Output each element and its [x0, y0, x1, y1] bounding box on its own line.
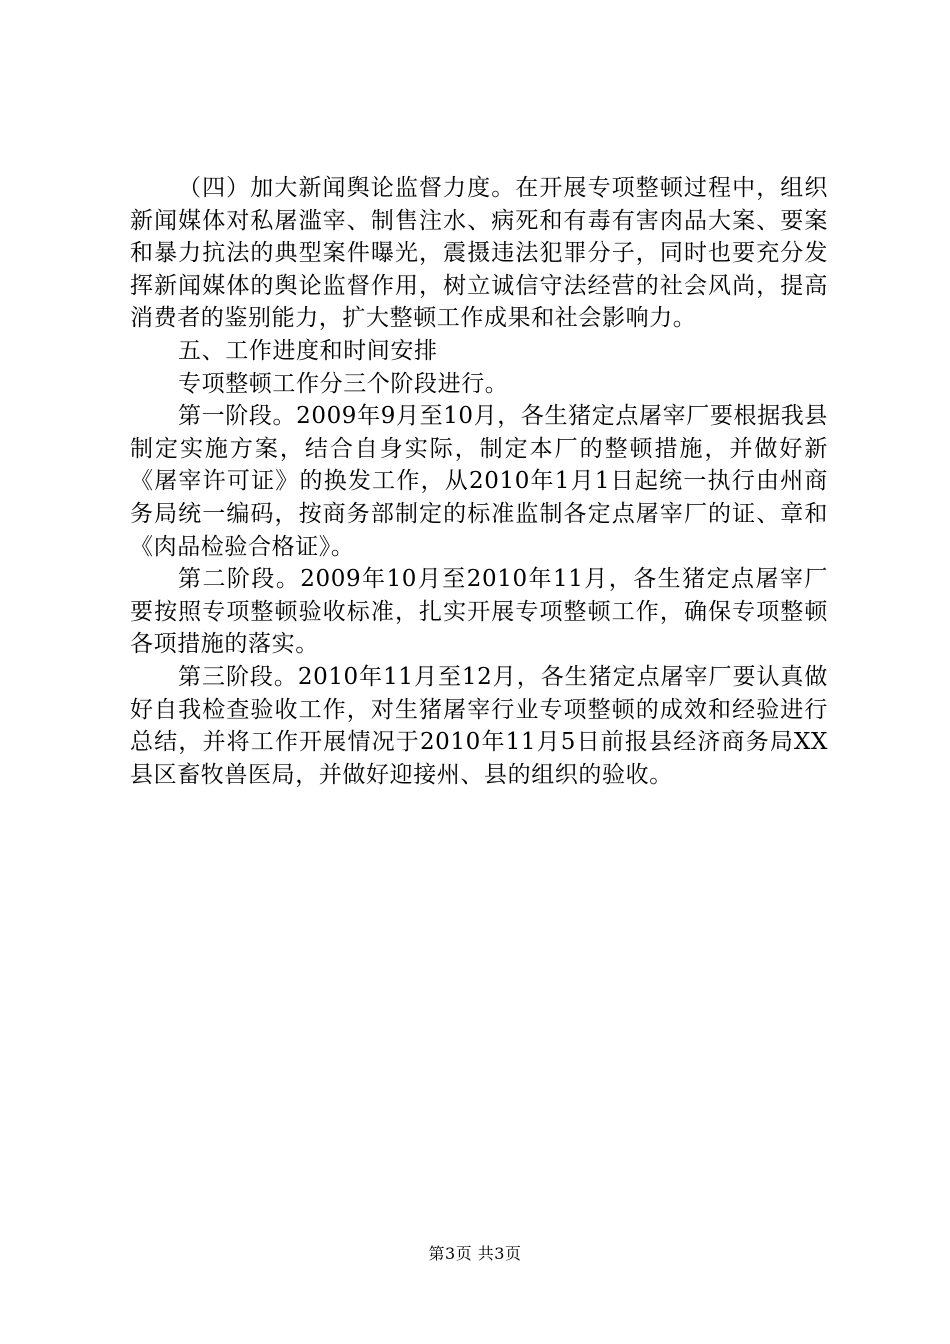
- section-heading-schedule: 五、工作进度和时间安排: [178, 337, 438, 364]
- paragraph-three-stages: 专项整顿工作分三个阶段进行。: [178, 370, 509, 397]
- page-number-footer: 第3页 共3页: [428, 1244, 522, 1263]
- paragraph-stage-three: 第三阶段。2010年11月至12月，各生猪定点屠宰厂要认真做好自我检查验收工作，对生猪屠宰行业专项整顿的成效和经验进行总结，并将工作开展情况于2010年11月5日前报县经济商务局XX县区畜牧兽医局，并做好迎接州、县的组织的验收。: [130, 663, 828, 788]
- document-body: [130, 172, 828, 791]
- paragraph-media-supervision: （四）加大新闻舆论监督力度。在开展专项整顿过程中，组织新闻媒体对私屠滥宰、制售注水、病死和有毒有害肉品大案、要案和暴力抗法的典型案件曝光，震摄违法犯罪分子，同时也要充分发挥新闻媒体的舆论监督作用，树立诚信守法经营的社会风尚，提高消费者的鉴别能力，扩大整顿工作成果和社会影响力。: [130, 175, 828, 332]
- paragraph-stage-two: 第二阶段。2009年10月至2010年11月，各生猪定点屠宰厂要按照专项整顿验收标准，扎实开展专项整顿工作，确保专项整顿各项措施的落实。: [130, 566, 828, 658]
- paragraph-stage-one: 第一阶段。2009年9月至10月，各生猪定点屠宰厂要根据我县制定实施方案，结合自身实际，制定本厂的整顿措施，并做好新《屠宰许可证》的换发工作，从2010年1月1日起统一执行由州商务局统一编码，按商务部制定的标准监制各定点屠宰厂的证、章和《肉品检验合格证》。: [130, 403, 828, 560]
